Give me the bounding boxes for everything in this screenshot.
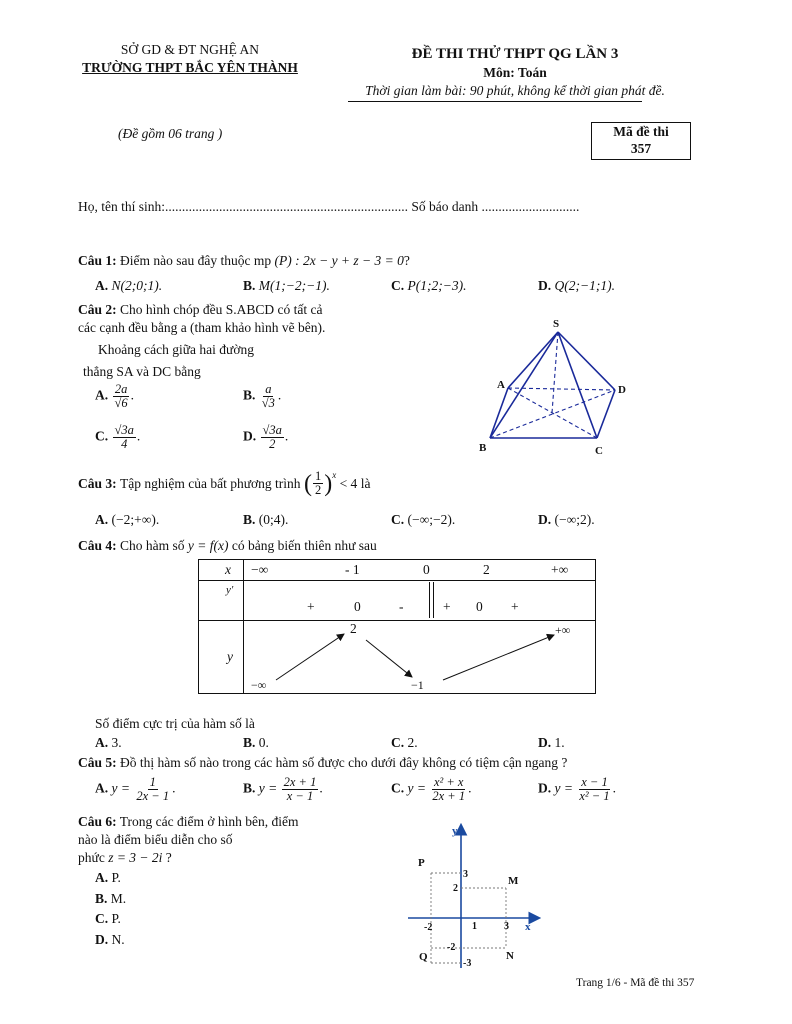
table-x-0: 0 [423, 562, 430, 577]
q1-option-d-value: Q(2;−1;1). [554, 278, 615, 293]
q5-option-d-den: x² − 1 [579, 789, 610, 804]
dept-name: SỞ GD & ĐT NGHỆ AN [120, 42, 260, 57]
q5-option-a[interactable]: A. y = $\frac{1}{2x - 1}$ . [95, 775, 176, 804]
q2-option-b-num: a [265, 382, 272, 396]
point-p-label: P [418, 857, 425, 869]
q6-text-3: phức [78, 850, 105, 865]
q2-option-b-den: √3 [261, 396, 275, 411]
q5-option-d[interactable]: D. y = $\frac{x - 1}{\text{x² − 1}}$ . [538, 775, 616, 804]
q5-option-a-num: 1 [149, 775, 156, 789]
q2-option-d-den: 2 [269, 437, 276, 452]
q3-base-num: 1 [314, 469, 322, 483]
q4-question: Số điểm cực trị của hàm số là [95, 716, 255, 731]
q3-option-c-key: C. [391, 512, 405, 527]
y-value-min-minus1: −1 [411, 678, 424, 692]
q1-option-a-key: A. [95, 278, 109, 293]
q5-option-c-den: 2x + 1 [432, 789, 466, 804]
q3-option-d[interactable] [538, 512, 595, 528]
q4-fn: y = f(x) [187, 538, 229, 553]
q1-option-a-value: N(2;0;1). [111, 278, 163, 293]
q3-option-a-value: (−2;+∞). [111, 512, 160, 527]
exam-title: ĐỀ THI THỬ THPT QG LẦN 3 [411, 46, 619, 62]
q6-option-a-value: P. [111, 870, 121, 885]
x-axis-label: x [525, 921, 531, 933]
q4-option-d-value: 1. [554, 735, 565, 750]
q2-option-a[interactable]: A. $\frac{2a}{√6}$ . [95, 382, 134, 411]
sign-plus-2: + [443, 599, 451, 614]
q4-text2: có bảng biến thiên như sau [231, 538, 377, 553]
sign-zero-1: 0 [354, 599, 361, 614]
exam-code-value: 357 [630, 141, 652, 156]
q3-label: Câu 3: [78, 475, 117, 491]
variation-table [198, 559, 596, 694]
q2-line1 [78, 302, 323, 318]
q1-stem [78, 253, 410, 269]
label-a: A [497, 379, 505, 391]
q3-rhs: < 4 [339, 475, 358, 491]
q5-option-d-lhs: y = [554, 780, 573, 796]
q4-option-c-value: 2. [407, 735, 418, 750]
exam-code-box [591, 122, 691, 160]
student-info-line [78, 199, 579, 215]
q3-exp: x [332, 470, 337, 480]
exam-code-label: Mã đề thi [613, 124, 669, 139]
q6-option-a[interactable] [95, 870, 121, 886]
q3-base-den: 2 [314, 483, 322, 498]
q4-text: Cho hàm số [120, 538, 185, 553]
q5-option-c-lhs: y = [407, 780, 426, 796]
edge-ad [508, 388, 615, 390]
y-value-neg-inf: −∞ [251, 678, 267, 692]
q4-stem [78, 538, 377, 554]
q6-text-1: Trong các điểm ở hình bên, điểm [119, 814, 299, 829]
q5-option-b-lhs: y = [258, 780, 278, 796]
q4-option-c[interactable] [391, 735, 418, 751]
q1-option-c-value: P(1;2;−3). [407, 278, 467, 293]
q2-text-1: Cho hình chóp đều S.ABCD có tất cả [120, 302, 323, 317]
q6-option-b-key: B. [95, 891, 108, 906]
q5-option-a-key: A. [95, 780, 109, 796]
q5-option-c-num: x² + x [433, 775, 464, 789]
q4-option-c-key: C. [391, 735, 405, 750]
label-b: B [479, 442, 487, 454]
diag-ac [508, 388, 597, 438]
q2-option-c-key: C. [95, 428, 109, 444]
diag-bd [490, 390, 615, 438]
q5-option-d-key: D. [538, 780, 552, 796]
q5-stem [78, 755, 567, 771]
q5-option-d-num: x − 1 [581, 775, 608, 789]
table-x-2: 2 [483, 562, 490, 577]
q5-option-b-den: x − 1 [286, 789, 314, 804]
q1-option-b[interactable] [243, 278, 330, 294]
q1-option-c[interactable] [391, 278, 466, 294]
label-d: D [618, 384, 626, 396]
q1-option-c-key: C. [391, 278, 405, 293]
q2-option-d[interactable]: D. $\frac{√3a}{2}$ . [243, 423, 289, 452]
q4-option-a[interactable] [95, 735, 122, 751]
point-q-label: Q [419, 951, 428, 963]
subject: Môn: Toán [483, 65, 547, 80]
sign-minus: - [399, 599, 404, 614]
q5-option-c[interactable]: C. y = $\frac{\text{x² + x}}{2x + 1}$ . [391, 775, 472, 804]
q1-end: ? [403, 253, 410, 268]
id-dots: ............................. [481, 199, 580, 214]
q1-text: Điểm nào sau đây thuộc mp [120, 253, 272, 268]
q5-option-b-key: B. [243, 780, 256, 796]
q2-option-b-key: B. [243, 387, 256, 403]
name-label: Họ, tên thí sinh: [78, 199, 165, 214]
q6-option-c[interactable] [95, 911, 121, 927]
q6-option-d-value: N. [111, 932, 125, 947]
arrow-decrease [366, 640, 412, 677]
q3-option-b-key: B. [243, 512, 256, 527]
q5-option-a-lhs: y = [111, 780, 130, 796]
q4-option-d-key: D. [538, 735, 552, 750]
q1-option-b-key: B. [243, 278, 256, 293]
tick-y-2: 2 [453, 883, 458, 894]
complex-plane-figure [400, 818, 550, 974]
edge-cd [597, 390, 615, 438]
tick-y-minus3: -3 [463, 958, 472, 969]
q2-label: Câu 2: [78, 302, 117, 317]
q2-option-a-den: √6 [114, 396, 128, 411]
q1-option-d-key: D. [538, 278, 552, 293]
q3-option-c-value: (−∞;−2). [407, 512, 456, 527]
q2-option-a-num: 2a [114, 382, 128, 396]
q4-option-b-value: 0. [258, 735, 269, 750]
pages-note: (Đề gồm 06 trang ) [118, 126, 223, 141]
q2-option-c-den: 4 [121, 437, 128, 452]
q6-label: Câu 6: [78, 814, 117, 829]
q3-option-a-key: A. [95, 512, 109, 527]
q1-option-a[interactable] [95, 278, 162, 294]
q2-option-c[interactable]: C. $\frac{√3a}{4}$ . [95, 423, 141, 452]
q3-option-d-value: (−∞;2). [554, 512, 595, 527]
q3-options [95, 512, 655, 532]
id-label: Số báo danh [411, 199, 479, 214]
q2-line4: thẳng SA và DC bằng [83, 364, 201, 379]
q5-option-c-key: C. [391, 780, 405, 796]
y-value-pos-inf: +∞ [555, 623, 571, 637]
q6-option-b-value: M. [110, 891, 127, 906]
q1-options [95, 278, 655, 298]
q4-option-a-value: 3. [111, 735, 122, 750]
point-n-label: N [506, 950, 514, 962]
edge-sc [558, 332, 597, 438]
pyramid-figure [470, 314, 640, 462]
q1-option-b-value: M(1;−2;−1). [258, 278, 330, 293]
arrow-increase-1 [276, 634, 344, 680]
exam-time: Thời gian làm bài: 90 phút, không kể thời gian phát đề. [365, 83, 665, 98]
q6-line1 [78, 814, 299, 830]
arrow-increase-2 [443, 635, 554, 680]
edge-sd [558, 332, 615, 390]
q6-end: ? [165, 850, 172, 865]
q6-option-d[interactable] [95, 932, 125, 948]
page-footer: Trang 1/6 - Mã đề thi 357 [576, 977, 695, 989]
q4-options [95, 735, 655, 755]
q3-option-b[interactable] [243, 512, 288, 528]
sign-plus-3: + [511, 599, 519, 614]
table-x-label: x [225, 562, 231, 577]
variation-arrows [199, 560, 595, 693]
q1-option-d[interactable] [538, 278, 615, 294]
q3-end: là [360, 475, 371, 491]
table-x-minus1: - 1 [345, 562, 360, 577]
sign-plus-1: + [307, 599, 315, 614]
q3-stem: Câu 3: Tập nghiệm của bất phương trình ( $\frac{1}{2}$ ) $^x$ < 4 là [78, 469, 371, 498]
tick-y-minus2: -2 [447, 942, 456, 953]
q2-option-a-key: A. [95, 387, 109, 403]
q3-option-d-key: D. [538, 512, 552, 527]
q2-option-d-key: D. [243, 428, 257, 444]
table-x-pos-inf: +∞ [551, 562, 569, 577]
q4-option-b-key: B. [243, 735, 256, 750]
q2-line2: các cạnh đều bằng a (tham khảo hình vẽ bên). [78, 320, 326, 335]
y-axis-label: y [452, 825, 458, 837]
sign-zero-2: 0 [476, 599, 483, 614]
q5-option-a-den: 2x − 1 [136, 789, 170, 804]
table-x-neg-inf: −∞ [251, 562, 269, 577]
q4-option-b[interactable] [243, 735, 269, 751]
label-s: S [553, 318, 560, 330]
y-value-max-2: 2 [350, 621, 357, 636]
height-so [552, 332, 558, 413]
q5-text: Đồ thị hàm số nào trong các hàm số được cho dưới đây không có tiệm cận ngang ? [120, 755, 568, 770]
tick-x-3: 3 [504, 921, 509, 932]
tick-x-1: 1 [472, 921, 477, 932]
title-underline [348, 101, 642, 102]
name-dots: ........................................................................ [165, 199, 408, 214]
q6-option-c-key: C. [95, 911, 109, 926]
q3-option-a[interactable] [95, 512, 159, 528]
q5-option-b-num: 2x + 1 [283, 775, 317, 789]
q6-line2: nào là điểm biểu diễn cho số [78, 832, 233, 847]
q3-option-b-value: (0;4). [258, 512, 289, 527]
q4-option-a-key: A. [95, 735, 109, 750]
label-c: C [595, 445, 603, 457]
q4-label: Câu 4: [78, 538, 117, 553]
school-name: TRƯỜNG THPT BẮC YÊN THÀNH [82, 60, 298, 75]
q6-option-d-key: D. [95, 932, 109, 947]
q5-option-b[interactable]: B. y = $\frac{2x + 1}{x - 1}$ . [243, 775, 323, 804]
q1-label: Câu 1: [78, 253, 117, 268]
table-yprime-label: y' [226, 584, 234, 596]
q2-line3: Khoảng cách giữa hai đường [98, 342, 254, 357]
q5-label: Câu 5: [78, 755, 117, 770]
q6-line3 [78, 850, 172, 866]
q6-option-b[interactable] [95, 891, 126, 907]
tick-x-minus2: -2 [424, 922, 433, 933]
q3-option-c[interactable] [391, 512, 455, 528]
q6-option-c-value: P. [111, 911, 121, 926]
tick-y-3: 3 [463, 869, 468, 880]
q6-option-a-key: A. [95, 870, 109, 885]
edge-sa [508, 332, 558, 388]
table-y-label: y [227, 649, 233, 664]
q6-z: z = 3 − 2i [108, 850, 163, 865]
q3-text: Tập nghiệm của bất phương trình [120, 475, 301, 491]
q4-option-d[interactable] [538, 735, 565, 751]
q2-option-c-num: √3a [114, 423, 134, 437]
q2-option-d-num: √3a [262, 423, 282, 437]
q2-option-b[interactable]: B. $\frac{a}{√3}$ . [243, 382, 282, 411]
q1-plane: (P) : 2x − y + z − 3 = 0 [274, 253, 404, 268]
point-m-label: M [508, 875, 519, 887]
